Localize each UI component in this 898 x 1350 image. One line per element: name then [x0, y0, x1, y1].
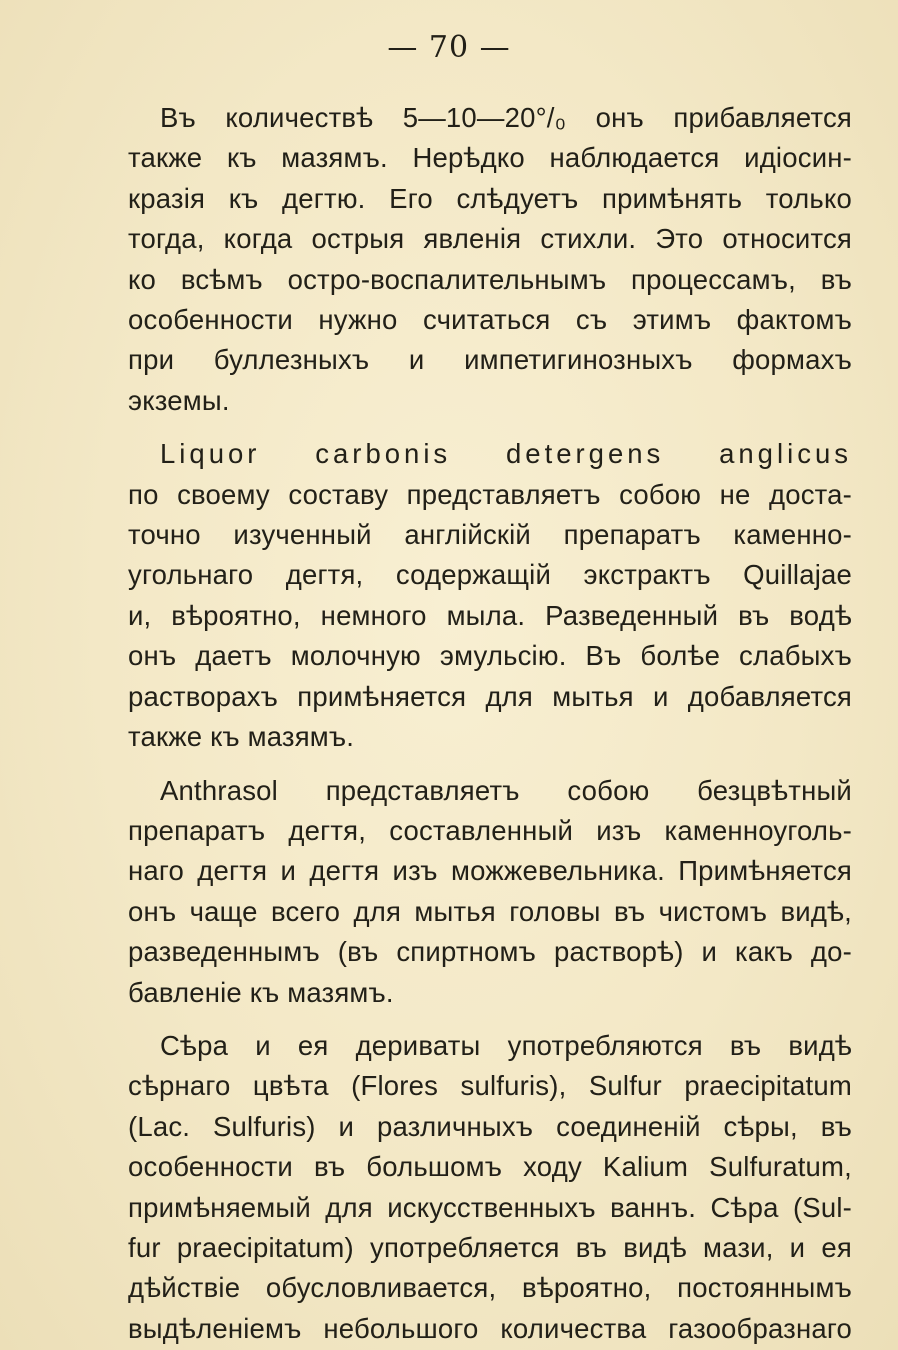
paragraph-sulfur	[128, 1026, 852, 1349]
text-line: Въ количествѣ 5—10—20°/₀ онъ прибавляется	[160, 102, 852, 133]
text-line: разведеннымъ (въ спиртномъ растворѣ) и какъ до-	[128, 936, 852, 968]
text-line: Anthrasol представляетъ собою безцвѣтный	[160, 774, 852, 806]
text-line: сѣрнаго цвѣта (Flores sulfuris), Sulfur praecipitatum	[128, 1070, 852, 1102]
text-line: особенности нужно считаться съ этимъ фактомъ	[128, 304, 852, 336]
text-line: fur praecipitatum) употребляется въ видѣ мази, и ея	[128, 1231, 852, 1263]
paragraph-anthrasol	[128, 771, 852, 1013]
text-line: выдѣленіемъ небольшого количества газообразнаго	[128, 1312, 852, 1344]
text-line: (Lac. Sulfuris) и различныхъ соединеній сѣры, въ	[128, 1110, 852, 1142]
text-line: Сѣра и ея дериваты употребляются въ видѣ	[160, 1029, 852, 1061]
text-line: по своему составу представляетъ собою не доста-	[128, 478, 852, 510]
text-line: экземы.	[128, 384, 230, 416]
text-line: кразія къ дегтю. Его слѣдуетъ примѣнять только	[128, 182, 852, 214]
text-line: также къ мазямъ. Нерѣдко наблюдается идіосин-	[128, 142, 852, 174]
text-line: наго дегтя и дегтя изъ можжевельника. Примѣняется	[128, 855, 852, 887]
text-line: растворахъ примѣняется для мытья и добавляется	[128, 680, 852, 712]
page-number: — 70 —	[387, 30, 511, 65]
body-text	[128, 98, 852, 1350]
text-line: при буллезныхъ и импетигинозныхъ формахъ	[128, 344, 852, 376]
paragraph-tar-usage	[128, 98, 852, 421]
text-line: примѣняемый для искусственныхъ ваннъ. Сѣра (Sul-	[128, 1191, 852, 1223]
text-line: онъ даетъ молочную эмульсію. Въ болѣе слабыхъ	[128, 640, 852, 672]
text-line: препаратъ дегтя, составленный изъ каменноуголь-	[128, 814, 852, 846]
text-line: особенности въ большомъ ходу Kalium Sulfuratum,	[128, 1151, 852, 1183]
text-line: онъ чаще всего для мытья головы въ чистомъ видѣ,	[128, 895, 852, 927]
text-line: тогда, когда острыя явленія стихли. Это относится	[128, 223, 852, 255]
text-line: точно изученный англійскій препаратъ каменно-	[128, 519, 852, 551]
text-line: дѣйствіе обусловливается, вѣроятно, постояннымъ	[128, 1272, 852, 1304]
text-line: угольнаго дегтя, содержащій экстрактъ Quillajae	[128, 559, 852, 591]
text-line: бавленіе къ мазямъ.	[128, 976, 394, 1008]
text-line: и, вѣроятно, немного мыла. Разведенный въ водѣ	[128, 599, 852, 631]
text-line: также къ мазямъ.	[128, 721, 355, 753]
text-line: Liquor carbonis detergens anglicus	[160, 438, 852, 470]
paragraph-liquor-carbonis	[128, 434, 852, 757]
text-line: ко всѣмъ остро-воспалительнымъ процессамъ, въ	[128, 263, 852, 295]
